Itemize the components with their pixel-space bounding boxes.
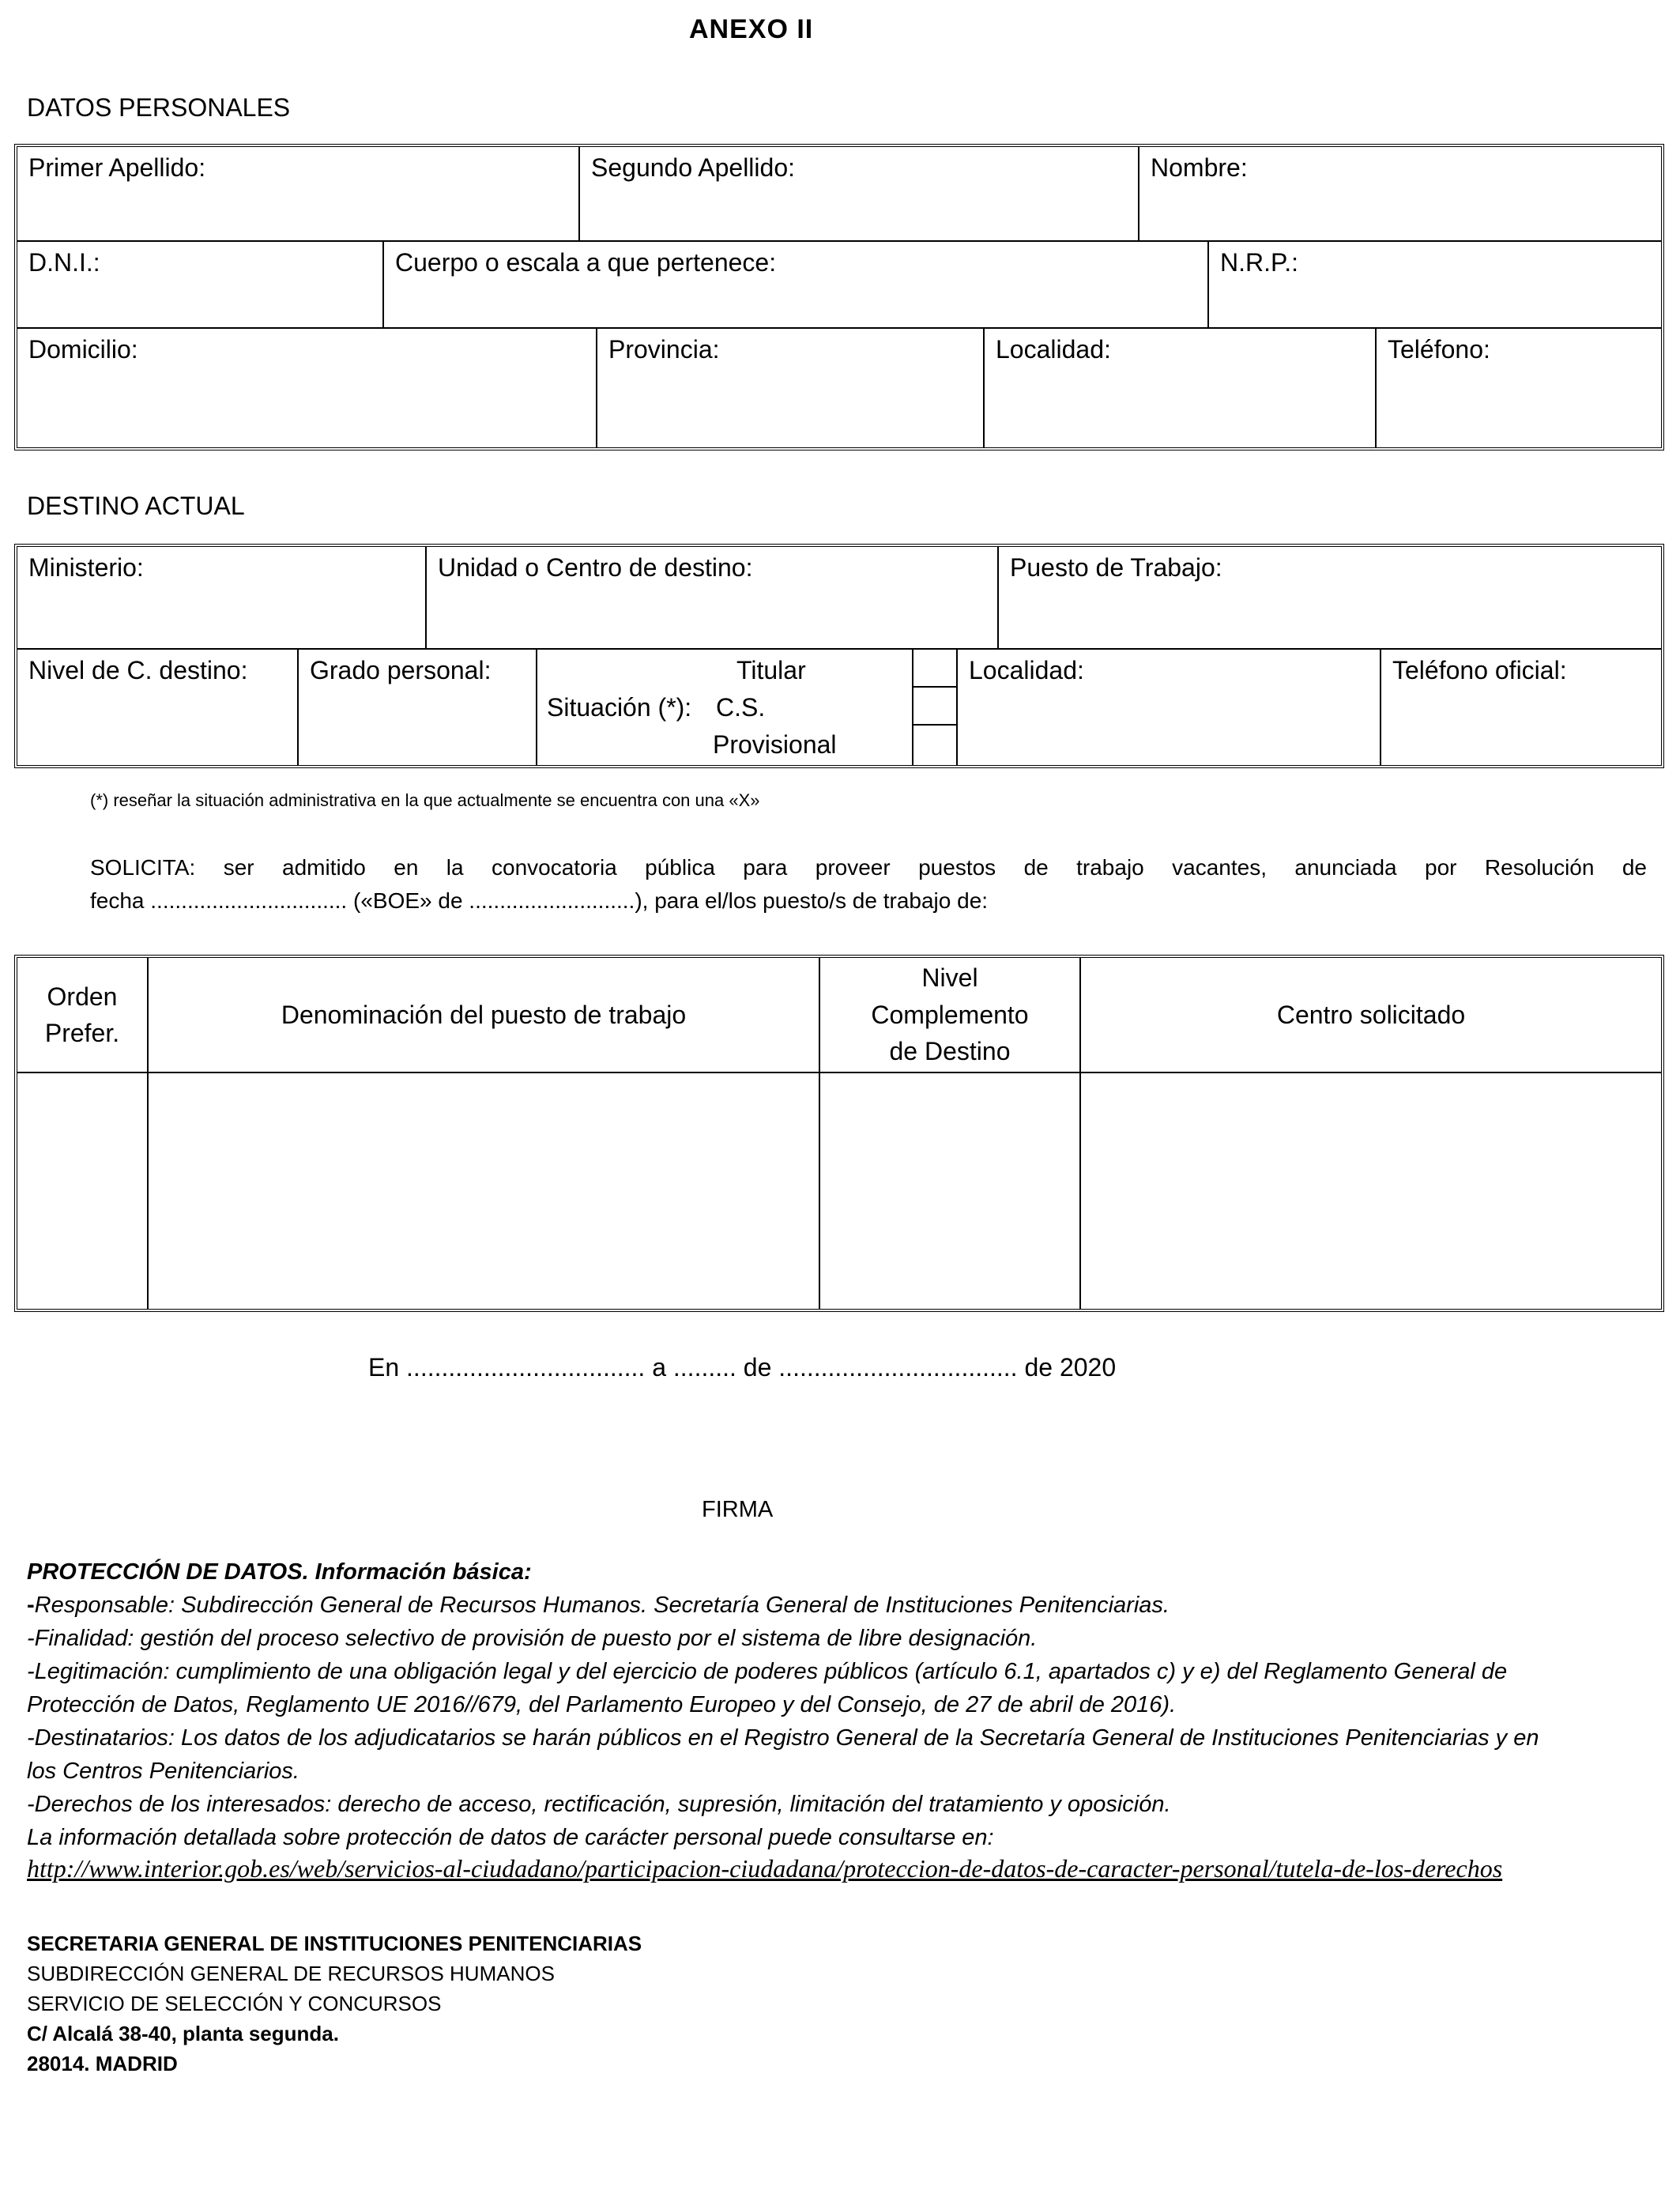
cell-nivel[interactable]	[820, 1073, 1081, 1309]
field-nombre[interactable]	[1139, 147, 1661, 242]
responsable-text: Subdirección General de Recursos Humanos. Secretaría General de Instituciones Penitenciarias.	[181, 1593, 1170, 1618]
label-nivel-destino: Nivel de C. destino:	[28, 656, 248, 684]
proteccion-destinatarios-1: -Destinatarios: Los datos de los adjudicatarios se harán públicos en el Registro General de la Secretaría General de Instituciones Penitenciarias y en	[27, 1725, 1539, 1751]
field-ministerio[interactable]	[17, 547, 427, 650]
checkbox-provisional[interactable]	[913, 726, 956, 765]
label-domicilio: Domicilio:	[28, 335, 138, 364]
label-telefono-oficial: Teléfono oficial:	[1392, 656, 1567, 684]
cell-centro[interactable]	[1081, 1073, 1661, 1309]
col-header-orden	[17, 958, 149, 1073]
label-situacion-titular: Titular	[736, 656, 806, 684]
field-dni[interactable]	[17, 242, 384, 329]
address-line-4: C/ Alcalá 38-40, planta segunda.	[27, 2022, 339, 2045]
address-line-5: 28014. MADRID	[27, 2052, 178, 2075]
solicita-line-2: fecha ................................ («BOE» de ...........................), para el/los puesto/s de trabajo de:	[90, 888, 989, 913]
puestos-table	[14, 955, 1664, 1312]
label-localidad-destino: Localidad:	[969, 656, 1084, 684]
proteccion-informacion: La información detallada sobre protección de datos de carácter personal puede consultarse en:	[27, 1825, 994, 1850]
col-header-nivel	[820, 958, 1081, 1073]
label-situacion-cs: C.S.	[716, 693, 766, 722]
label-cuerpo: Cuerpo o escala a que pertenece:	[395, 248, 777, 277]
label-puesto-trabajo: Puesto de Trabajo:	[1010, 553, 1222, 582]
responsable-label: Responsable:	[34, 1593, 182, 1618]
section-heading-destino-actual: DESTINO ACTUAL	[27, 492, 245, 520]
label-telefono: Teléfono:	[1388, 335, 1490, 364]
col-header-denominacion: Denominación del puesto de trabajo	[149, 958, 820, 1073]
firma-label: FIRMA	[702, 1497, 774, 1522]
footnote: (*) reseñar la situación administrativa en la que actualmente se encuentra con una «X»	[90, 790, 760, 810]
field-telefono-oficial[interactable]	[1381, 650, 1661, 765]
field-grado-personal[interactable]	[299, 650, 537, 765]
field-provincia[interactable]	[597, 329, 985, 447]
field-cuerpo[interactable]	[384, 242, 1209, 329]
proteccion-url-link[interactable]: http://www.interior.gob.es/web/servicios-al-ciudadano/participacion-ciudadana/proteccion-de-datos-de-caracter-personal/tutela-de-los-derechos	[27, 1854, 1503, 1883]
label-situacion-provisional: Provisional	[713, 730, 837, 759]
page-title: ANEXO II	[689, 14, 814, 44]
field-unidad-centro[interactable]	[427, 547, 999, 650]
cell-orden[interactable]	[17, 1073, 149, 1309]
cell-denominacion[interactable]	[149, 1073, 820, 1309]
nivel-line-1: Nivel	[921, 963, 978, 993]
section-heading-datos-personales: DATOS PERSONALES	[27, 93, 291, 122]
destino-table	[14, 544, 1664, 768]
proteccion-destinatarios-2: los Centros Penitenciarios.	[27, 1759, 299, 1784]
proteccion-legitimacion-1: -Legitimación: cumplimiento de una obligación legal y del ejercicio de poderes públicos (artículo 6.1, apartados c) y e) del Reglamento General de	[27, 1659, 1508, 1684]
label-segundo-apellido: Segundo Apellido:	[591, 153, 795, 182]
address-line-1: SECRETARIA GENERAL DE INSTITUCIONES PENITENCIARIAS	[27, 1932, 642, 1955]
proteccion-legitimacion-2: Protección de Datos, Reglamento UE 2016//679, del Parlamento Europeo y del Consejo, de 27 de abril de 2016).	[27, 1692, 1177, 1717]
label-dni: D.N.I.:	[28, 248, 100, 277]
field-nrp[interactable]	[1209, 242, 1661, 329]
nivel-line-2: Complemento	[871, 1000, 1029, 1029]
address-line-3: SERVICIO DE SELECCIÓN Y CONCURSOS	[27, 1992, 442, 2015]
field-nivel-destino[interactable]	[17, 650, 299, 765]
checkbox-titular[interactable]	[913, 650, 956, 688]
solicita-line-1: SOLICITA: ser admitido en la convocatoria pública para proveer puestos de trabajo vacantes, anunciada por Resolución de	[90, 855, 1647, 880]
proteccion-responsable: -Responsable: Subdirección General de Recursos Humanos. Secretaría General de Instituciones Penitenciarias.	[27, 1593, 1170, 1618]
label-ministerio: Ministerio:	[28, 553, 144, 582]
label-nombre: Nombre:	[1151, 153, 1248, 182]
proteccion-finalidad: -Finalidad: gestión del proceso selectivo de provisión de puesto por el sistema de libre designación.	[27, 1626, 1038, 1651]
field-domicilio[interactable]	[17, 329, 597, 447]
label-nrp: N.R.P.:	[1220, 248, 1298, 277]
address-line-2: SUBDIRECCIÓN GENERAL DE RECURSOS HUMANOS	[27, 1962, 555, 1985]
field-localidad-destino[interactable]	[958, 650, 1381, 765]
proteccion-derechos: -Derechos de los interesados: derecho de acceso, rectificación, supresión, limitación del tratamiento y oposición.	[27, 1792, 1171, 1817]
personal-data-table	[14, 144, 1664, 450]
label-unidad-centro: Unidad o Centro de destino:	[438, 553, 753, 582]
date-line: En .................................. a ......... de .................................. de 2020	[368, 1353, 1117, 1382]
field-telefono[interactable]	[1377, 329, 1661, 447]
situacion-checkboxes	[913, 650, 958, 765]
label-situacion: Situación (*):	[547, 693, 692, 722]
label-provincia: Provincia:	[608, 335, 720, 364]
field-localidad[interactable]	[985, 329, 1377, 447]
field-situacion	[537, 650, 913, 765]
label-grado-personal: Grado personal:	[310, 656, 492, 684]
orden-line-1: Orden	[47, 982, 118, 1011]
label-primer-apellido: Primer Apellido:	[28, 153, 206, 182]
proteccion-heading: PROTECCIÓN DE DATOS. Información básica:	[27, 1559, 532, 1585]
checkbox-cs[interactable]	[913, 688, 956, 726]
orden-line-2: Prefer.	[44, 1019, 120, 1047]
label-localidad: Localidad:	[996, 335, 1111, 364]
field-segundo-apellido[interactable]	[580, 147, 1139, 242]
nivel-line-3: de Destino	[889, 1037, 1011, 1066]
col-header-centro: Centro solicitado	[1081, 958, 1661, 1073]
field-primer-apellido[interactable]	[17, 147, 580, 242]
field-puesto-trabajo[interactable]	[999, 547, 1661, 650]
